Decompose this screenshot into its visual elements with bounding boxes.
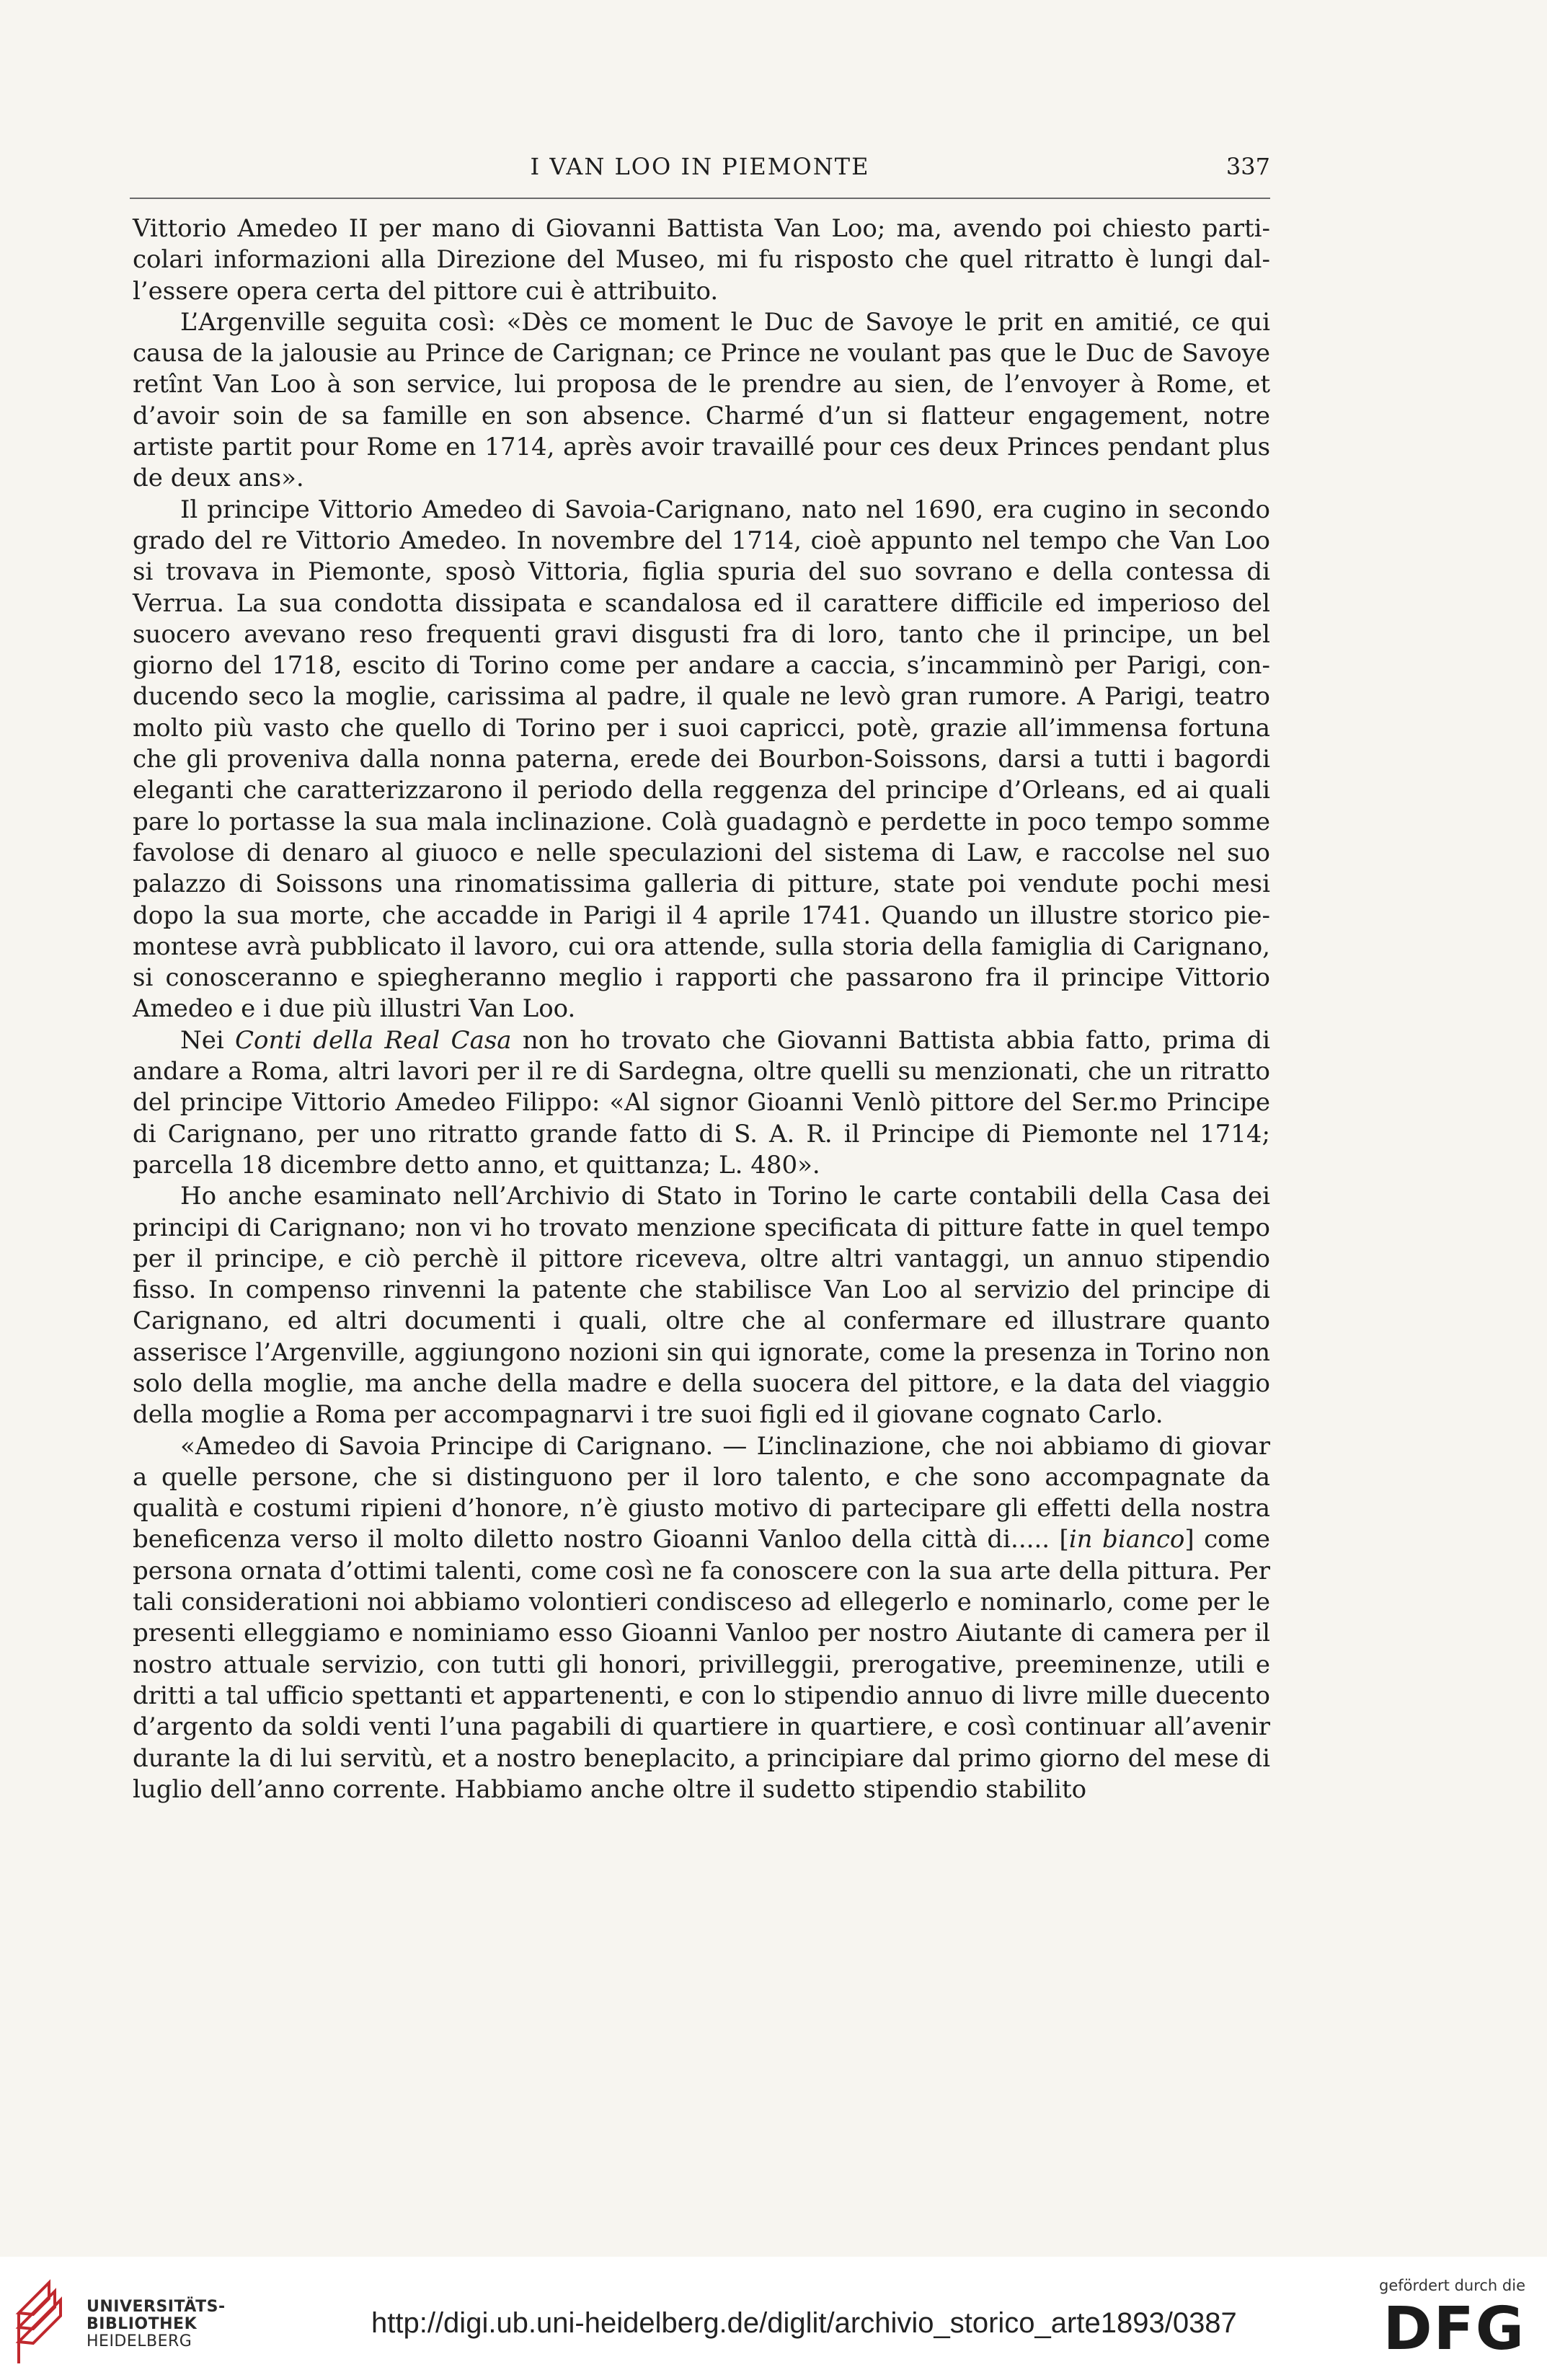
paragraph: «Amedeo di Savoia Principe di Carignano. — L’inclinazione, che noi abbiamo di giovar a quelle persone, che si distinguono per il loro talento, e che sono accompagnate da qualità e costumi ripieni d’honore, n’è giusto motivo di partecipare gli effetti della nostra beneficenza verso il molto diletto nostro Gioanni Vanloo della città di..... [in bianco] come persona ornata d’ottimi talenti, come così ne fa conoscere con la sua arte della pittura. Per tali considerationi noi abbiamo volontieri condisceso ad ellegerlo e nominarlo, come per le presenti elleggiamo e nominiamo esso Gioanni Vanloo per nostro Aiutante di camera per il nostro attuale servizio, con tutti gli honori, privilleggii, prerogative, preeminenze, utili e dritti a tal ufficio spettanti et appartenenti, e con lo stipendio annuo di livre mille duecento d’argento da soldi venti l’una pagabili di quartiere in quartiere, e così continuar all’avenir durante la di lui servitù, et a nostro beneplacito, a principiare dal primo giorno del mese di luglio dell’anno corrente. Habbiamo anche oltre il sudetto stipendio stabilito xyxy=(133,1431,1271,1804)
paragraph: Il principe Vittorio Amedeo di Savoia-Carignano, nato nel 1690, era cugino in secondo grado del re Vittorio Amedeo. In novembre del 1714, cioè appunto nel tempo che Van Loo si trovava in Piemonte, sposò Vittoria, figlia spuria del suo sovrano e della contessa di Verrua. La sua condotta dissipata e scandalosa ed il carattere difficile ed imperioso del suocero avevano reso frequenti gravi disgusti fra di loro, tanto che il principe, un bel giorno del 1718, escito di Torino come per andare a caccia, s’incamminò per Parigi, con-ducendo seco la moglie, carissima al padre, il quale ne levò gran rumore. A Parigi, teatro molto più vasto che quello di Torino per i suoi capricci, potè, grazie all’immensa fortuna che gli proveniva dalla nonna paterna, erede dei Bourbon-Soissons, darsi a tutti i bagordi eleganti che caratterizzarono il periodo della reggenza del principe d’Orleans, ed ai quali pare lo portasse la sua mala inclinazione. Colà guadagnò e perdette in poco tempo somme favolose di denaro al giuoco e nelle speculazioni del sistema di Law, e raccolse nel suo palazzo di Soissons una rinomatissima galleria di pitture, state poi vendute pochi mesi dopo la sua morte, che accadde in Parigi il 4 aprile 1741. Quando un illustre storico pie-montese avrà pubblicato il lavoro, cui ora attende, sulla storia della famiglia di Carignano, si conosceranno e spiegheranno meglio i rapporti che passarono fra il principe Vittorio Amedeo e i due più illustri Van Loo. xyxy=(133,495,1270,1024)
running-header xyxy=(130,153,1270,189)
library-line-2: BIBLIOTHEK xyxy=(87,2315,198,2333)
header-rule xyxy=(130,198,1270,199)
library-line-3: HEIDELBERG xyxy=(87,2332,192,2350)
footer-bar xyxy=(0,2257,1547,2380)
sponsor-block xyxy=(1374,2277,1525,2362)
italic-text: Conti della Real Casa xyxy=(235,1025,512,1055)
library-line-1: UNIVERSITÄTS- xyxy=(87,2298,226,2316)
paragraph: Nei Conti della Real Casa non ho trovato che Giovanni Battista abbia fatto, prima di andare a Roma, altri lavori per il re di Sardegna, oltre quelli su menzionati, che un ritratto del principe Vittorio Amedeo Filippo: «Al signor Gioanni Venlò pittore del Ser.mo Principe di Carignano, per uno ritratto grande fatto di S. A. R. il Principe di Piemonte nel 1714; parcella 18 dicembre detto anno, et quittanza; L. 480». xyxy=(133,1025,1270,1180)
paragraph: L’Argenville seguita così: «Dès ce moment le Duc de Savoye le prit en amitié, ce qui causa de la jalousie au Prince de Carignan; ce Prince ne voulant pas que le Duc de Savoye retînt Van Loo à son service, lui proposa de le prendre au sien, de l’envoyer à Rome, et d’avoir soin de sa famille en son absence. Charmé d’un si flatteur engagement, notre artiste partit pour Rome en 1714, après avoir travaillé pour ces deux Princes pendant plus de deux ans». xyxy=(133,307,1271,493)
sponsor-label: gefördert durch die xyxy=(1379,2277,1525,2294)
page-number: 337 xyxy=(1225,153,1270,180)
running-title: I VAN LOO IN PIEMONTE xyxy=(530,153,870,180)
source-url-link[interactable]: http://digi.ub.uni-heidelberg.de/diglit/archivio_storico_arte1893/0387 xyxy=(371,2307,1237,2339)
italic-text: in bianco xyxy=(1068,1525,1185,1554)
paragraph: Vittorio Amedeo II per mano di Giovanni Battista Van Loo; ma, avendo poi chiesto parti-colari informazioni alla Direzione del Museo, mi fu risposto che quel ritratto è lungi dal-l’essere opera certa del pittore cui è attribuito. xyxy=(133,214,1270,306)
library-name xyxy=(87,2299,226,2350)
library-logo-icon xyxy=(12,2270,76,2368)
dfg-logo: DFG xyxy=(1383,2295,1525,2363)
paragraph: Ho anche esaminato nell’Archivio di Stato in Torino le carte contabili della Casa dei principi di Carignano; non vi ho trovato menzione specificata di pitture fatte in quel tempo per il principe, e ciò perchè il pittore riceveva, oltre altri vantaggi, un annuo stipendio fisso. In compenso rinvenni la patente che stabilisce Van Loo al servizio del principe di Carignano, ed altri documenti i quali, oltre che al confermare ed illustrare quanto asserisce l’Argenville, aggiungono nozioni sin qui ignorate, come la presenza in Torino non solo della moglie, ma anche della madre e della suocera del pittore, e la data del viaggio della moglie a Roma per accompagnarvi i tre suoi figli ed il giovane cognato Carlo. xyxy=(133,1182,1270,1430)
body-text xyxy=(133,213,1270,1805)
